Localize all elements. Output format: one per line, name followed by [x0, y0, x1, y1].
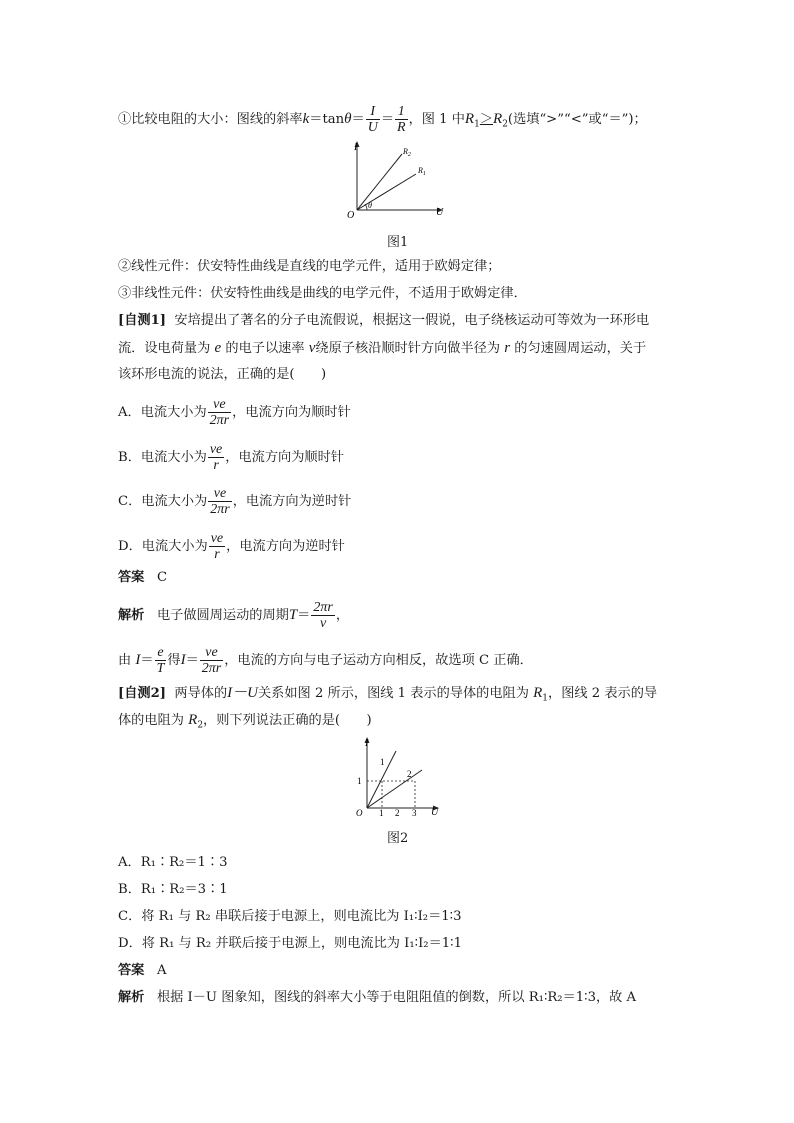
q1-option-b: B．电流大小为 $\frac{ve}{r}$ ，电流方向为顺时针 — [118, 442, 344, 473]
figure-1-caption: 图1 — [387, 235, 409, 250]
var-theta: θ — [344, 111, 352, 127]
tick-y-1: 1 — [357, 776, 362, 786]
text: ，图 1 中 — [408, 112, 465, 127]
fraction-1-over-r: $\frac{1}{R}$ — [397, 104, 406, 135]
text: ＝ — [351, 112, 365, 127]
origin-label: O — [347, 210, 355, 221]
q1-explanation-1: 解析 电子做圆周运动的周期T＝ $\frac{2\pi r}{v}$ ， — [118, 600, 350, 631]
q2-option-a: A．R₁∶R₂＝1∶3 — [118, 855, 228, 870]
axis-u-label: U — [431, 807, 439, 818]
q2-option-c: C．将 R₁ 与 R₂ 串联后接于电源上，则电流比为 I₁∶I₂＝1∶3 — [118, 909, 462, 924]
axis-i-label: I — [354, 142, 358, 153]
figure-1 — [340, 138, 460, 222]
line-r2 — [357, 154, 402, 210]
text: ＝tan — [309, 112, 345, 127]
line-2 — [367, 770, 422, 808]
q2-option-b: B．R₁∶R₂＝3∶1 — [118, 882, 228, 897]
q2-explanation: 解析 根据 I－U 图象知，图线的斜率大小等于电阻阻值的倒数，所以 R₁∶R₂＝1∶3，故 A — [118, 990, 637, 1005]
theta-label: θ — [368, 201, 372, 210]
text: ①比较电阻的大小：图线的斜率 — [118, 112, 303, 127]
answer-fill: ＞ — [479, 112, 494, 127]
line-1-label: 1 — [380, 757, 385, 767]
var-k: k — [302, 111, 310, 127]
theta-arc — [365, 204, 367, 210]
q2-tag: [自测2] — [118, 686, 167, 701]
tick-x-2: 2 — [395, 808, 400, 818]
q1-line-2: 流．设电荷量为 e 的电子以速率 v绕原子核沿顺时针方向做半径为 r 的匀速圆周运动，关于 — [118, 340, 647, 356]
q2-answer: 答案 A — [118, 963, 167, 978]
origin-label: O — [356, 808, 363, 818]
figure-2-caption: 图2 — [387, 831, 409, 846]
q1-option-d: D．电流大小为 $\frac{ve}{r}$ ，电流方向为逆时针 — [118, 531, 345, 562]
q2-option-d: D．将 R₁ 与 R₂ 并联后接于电源上，则电流比为 I₁∶I₂＝1∶1 — [118, 936, 462, 951]
tick-x-3: 3 — [412, 808, 417, 818]
q2-line-1: [自测2] 两导体的I－U关系如图 2 所示，图线 1 表示的导体的电阻为 $R_1$，图线 2 表示的导 — [118, 685, 658, 704]
q1-option-c: C．电流大小为 $\frac{ve}{2\pi r}$ ，电流方向为逆时针 — [118, 486, 352, 517]
linear-element-line: ②线性元件：伏安特性曲线是直线的电学元件，适用于欧姆定律； — [118, 259, 501, 274]
nonlinear-element-line: ③非线性元件：伏安特性曲线是曲线的电学元件，不适用于欧姆定律． — [118, 286, 527, 301]
r2-label: $R_2$ — [403, 147, 411, 158]
q1-option-a: A．电流大小为 $\frac{ve}{2\pi r}$ ，电流方向为顺时针 — [118, 397, 351, 428]
axis-u-label: U — [436, 207, 444, 218]
text: ＝ — [380, 112, 395, 127]
slope-comparison-line: ①比较电阻的大小：图线的斜率k＝tanθ＝ $\frac{I}{U}$ ＝ $\frac{1}{R}$ ，图 1 中$R_1>R_2$(选填“>”“<”或“＝”)； — [118, 104, 647, 135]
q1-line-1: [自测1] 安培提出了著名的分子电流假说，根据这一假说，电子绕核运动可等效为一环形电 — [118, 313, 650, 328]
line-2-label: 2 — [407, 769, 412, 779]
fraction-i-over-u: $\frac{I}{U}$ — [367, 104, 378, 135]
q2-line-2: 体的电阻为 $R_2$，则下列说法正确的是( ) — [118, 712, 372, 731]
q1-tag: [自测1] — [118, 313, 167, 328]
text: (选填“>”“<”或“＝”)； — [507, 112, 647, 127]
axis-i-label: I — [365, 738, 369, 749]
q1-line-3: 该环形电流的说法，正确的是( ) — [118, 367, 327, 382]
q1-explanation-2: 由 I＝ $\frac{e}{T}$ 得I＝ $\frac{ve}{2\pi r}$ ，电流的方向与电子运动方向相反，故选项 C 正确． — [118, 645, 533, 676]
figure-2 — [352, 734, 448, 818]
tick-x-1: 1 — [379, 808, 384, 818]
r1-label: $R_1$ — [418, 166, 426, 177]
q1-answer: 答案 C — [118, 570, 168, 585]
